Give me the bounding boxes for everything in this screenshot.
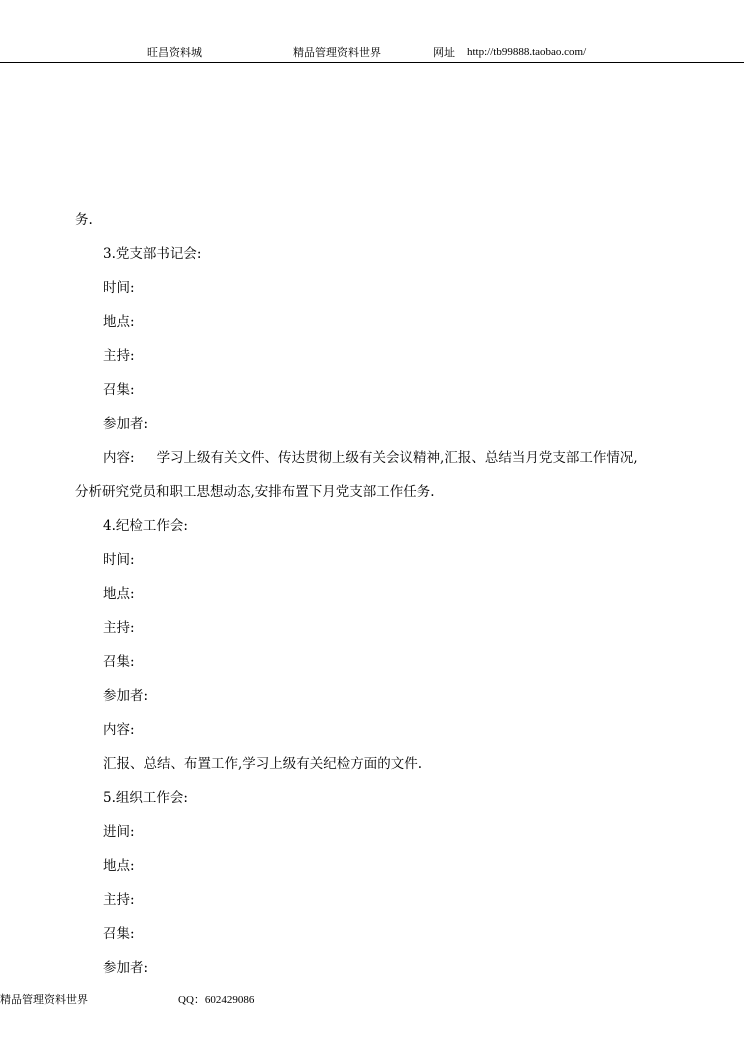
body-line: 地点:: [103, 858, 135, 874]
body-line: 参加者:: [103, 416, 149, 432]
header-site-name: 旺昌资料城: [147, 46, 202, 59]
footer-qq: QQ：602429086: [178, 994, 255, 1006]
content-label: 内容:: [103, 450, 135, 466]
body-line: 召集:: [103, 382, 135, 398]
content-text: 学习上级有关文件、传达贯彻上级有关会议精神,汇报、总结当月党支部工作情况,: [156, 450, 638, 466]
body-line: 召集:: [103, 654, 135, 670]
body-line: 地点:: [103, 314, 135, 330]
body-line: 召集:: [103, 926, 135, 942]
body-line: 参加者:: [103, 960, 149, 976]
body-line: 内容:: [103, 722, 135, 738]
header-url-link[interactable]: http://tb99888.taobao.com/: [467, 46, 587, 58]
section-heading: 4.纪检工作会:: [103, 518, 188, 534]
body-line: 主持:: [103, 620, 135, 636]
section-heading: 3.党支部书记会:: [103, 246, 202, 262]
body-line: 进间:: [103, 824, 135, 840]
footer-site-name: 精品管理资料世界: [0, 993, 88, 1006]
body-line: 主持:: [103, 892, 135, 908]
body-line: 地点:: [103, 586, 135, 602]
body-line: 汇报、总结、布置工作,学习上级有关纪检方面的文件.: [103, 756, 423, 772]
section-heading: 5.组织工作会:: [103, 790, 188, 806]
header-url-label: 网址: [433, 46, 455, 59]
body-line: 务.: [75, 212, 93, 228]
body-line: 时间:: [103, 280, 135, 296]
body-line: 参加者:: [103, 688, 149, 704]
body-line: 主持:: [103, 348, 135, 364]
page-header: [0, 0, 744, 63]
body-line: 分析研究党员和职工思想动态,安排布置下月党支部工作任务.: [75, 484, 435, 500]
header-world-name: 精品管理资料世界: [293, 46, 381, 59]
body-line: 时间:: [103, 552, 135, 568]
body-line-with-content: [103, 449, 638, 467]
